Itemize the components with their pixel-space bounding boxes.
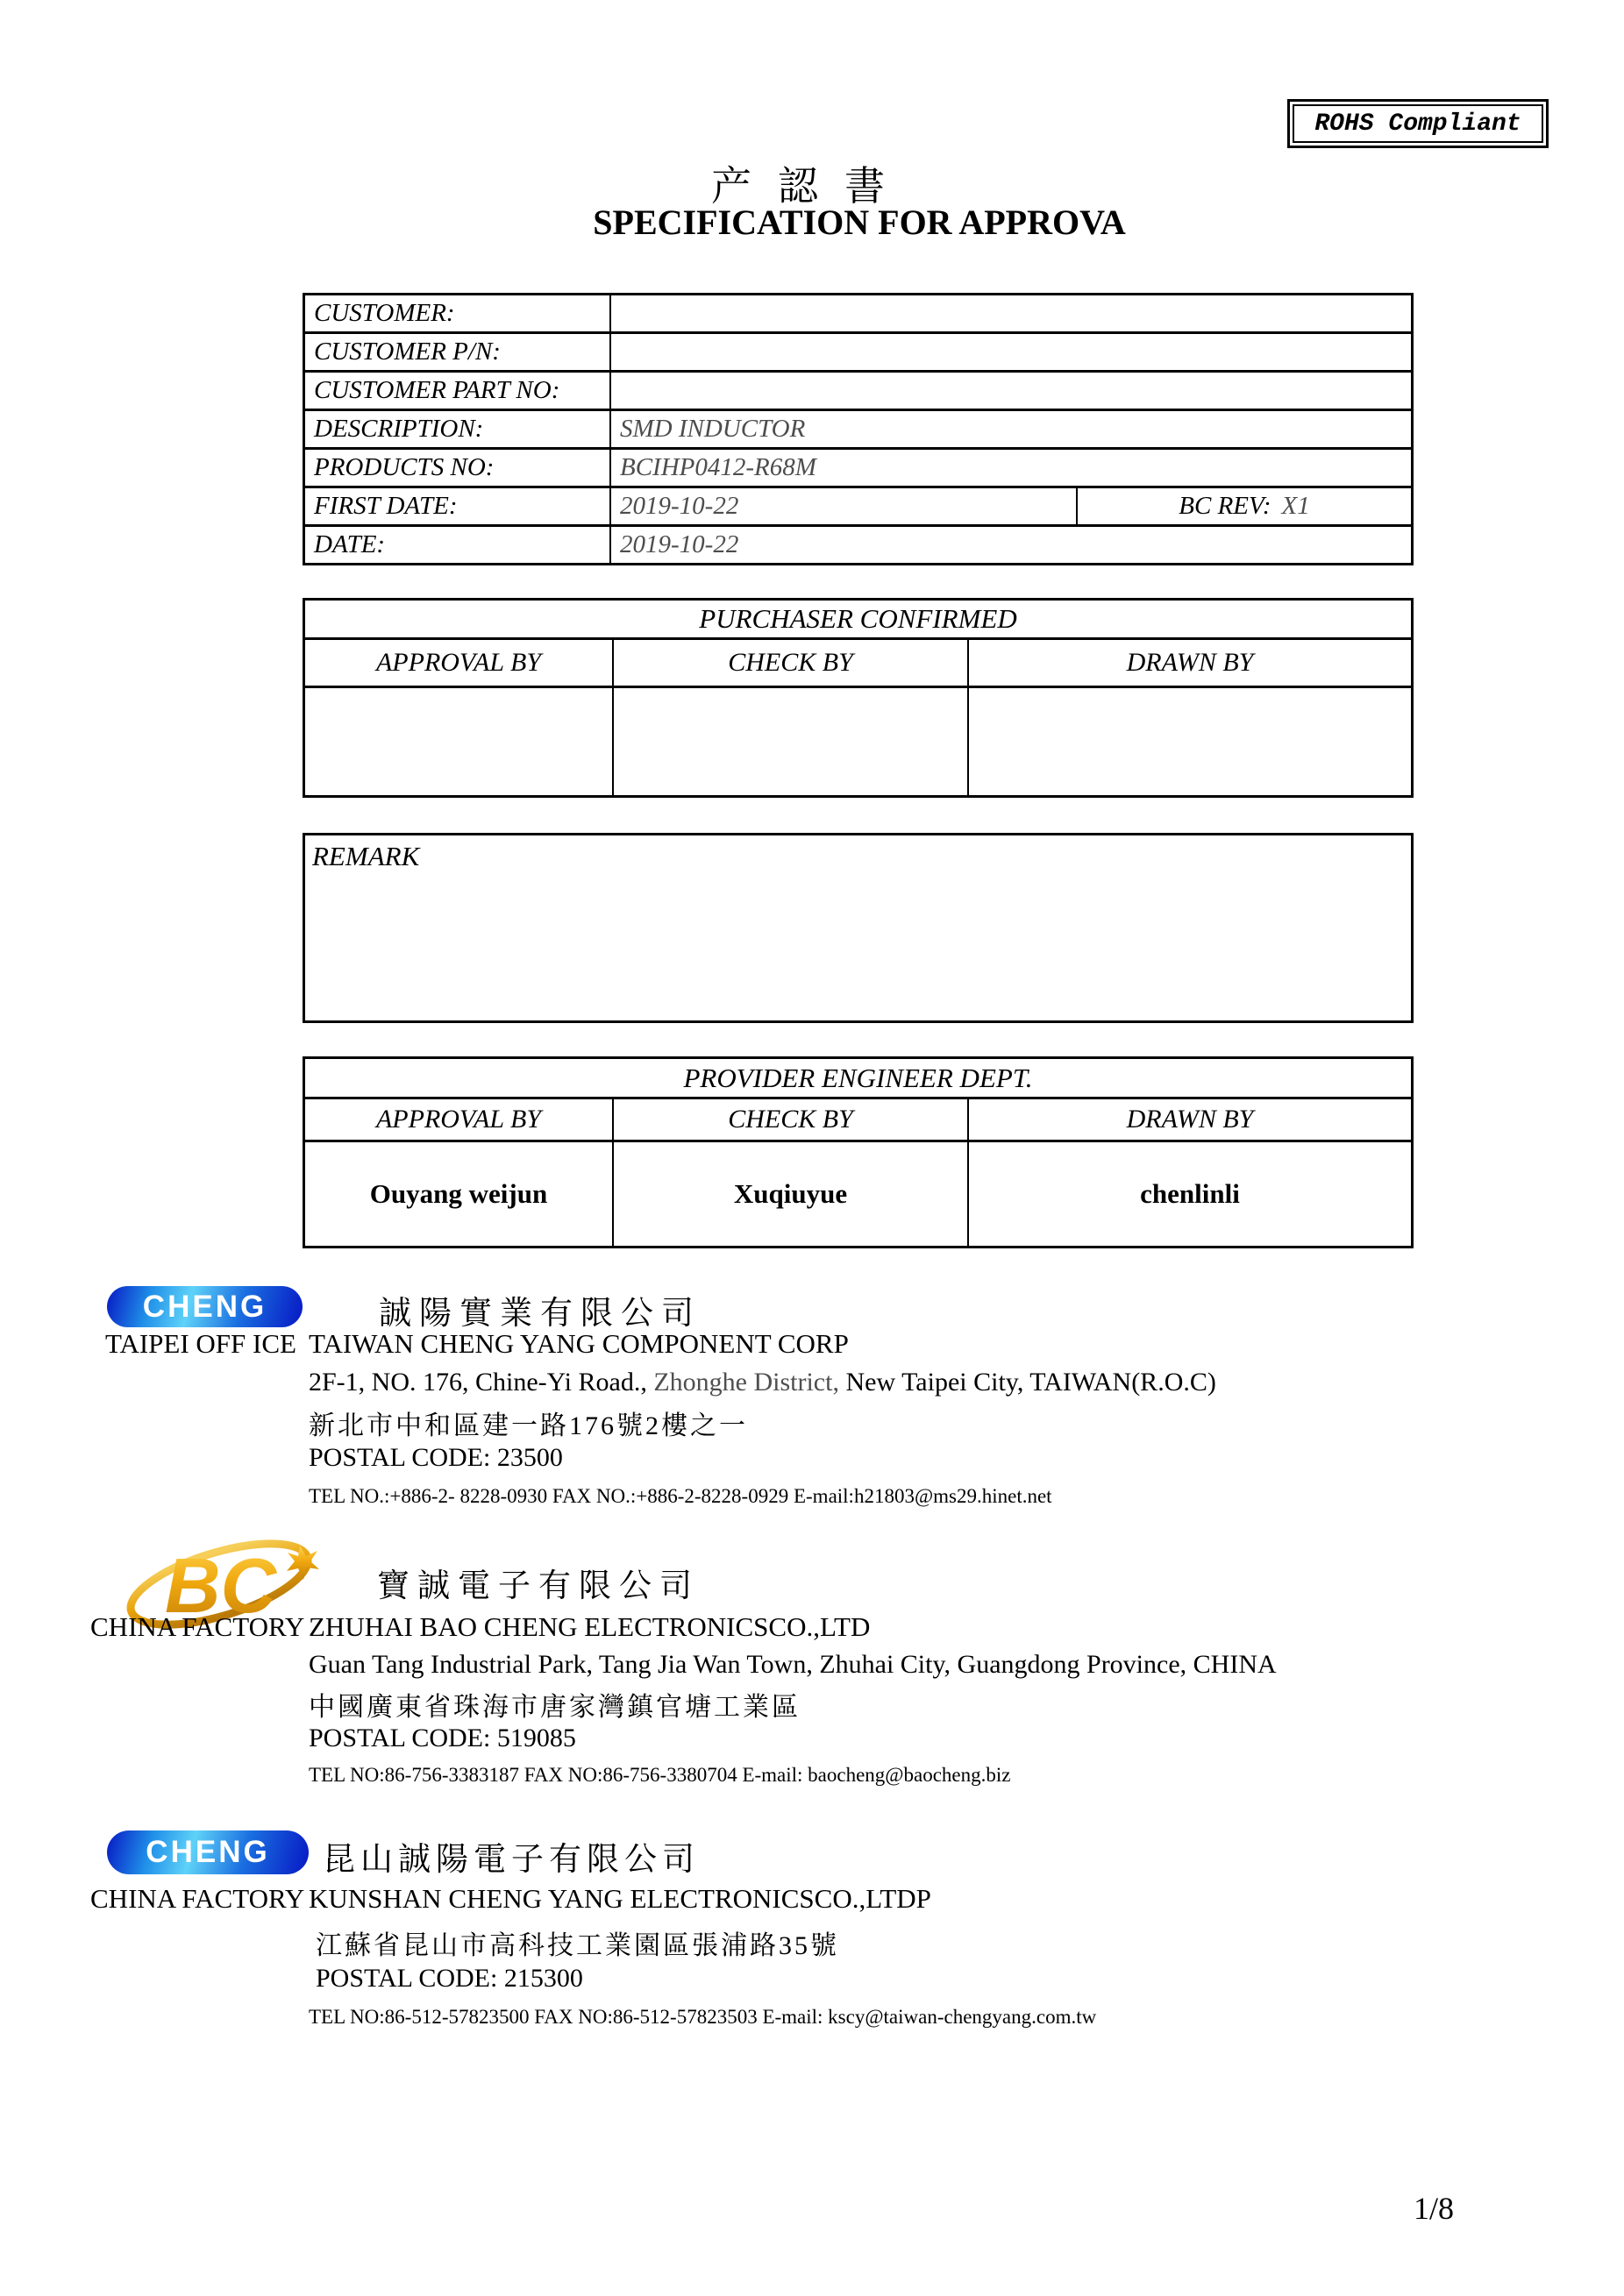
address-part: Guan Tang Industrial Park, Tang Jia Wan Town, Zhuhai City, Guangdong Province, CHINA bbox=[309, 1650, 1277, 1679]
company-chinese-address: 中國廣東省珠海市唐家灣鎮官塘工業區 bbox=[309, 1693, 801, 1722]
remark-label: REMARK bbox=[312, 841, 420, 871]
row-value bbox=[611, 373, 1411, 409]
company-chinese-name: 寶誠電子有限公司 bbox=[377, 1568, 700, 1604]
row-value: 2019-10-22 bbox=[611, 488, 1078, 524]
cheng-logo-text: CHENG bbox=[142, 1289, 267, 1324]
row-label: CUSTOMER PART NO: bbox=[305, 373, 611, 409]
table-header-row bbox=[305, 1099, 1411, 1142]
table-row bbox=[305, 334, 1411, 373]
signature-cell: Xuqiuyue bbox=[614, 1142, 969, 1246]
rohs-badge-label: ROHS Compliant bbox=[1293, 104, 1543, 143]
signature-row bbox=[305, 688, 1411, 795]
cheng-logo-text: CHENG bbox=[146, 1835, 270, 1869]
signature-cell bbox=[614, 688, 969, 795]
address-part: New Taipei City, TAIWAN(R.O.C) bbox=[845, 1368, 1216, 1397]
contact-line: TEL NO.:+886-2- 8228-0930 FAX NO.:+886-2-8228-0929 E-mail:h21803@ms29.hinet.net bbox=[309, 1485, 1052, 1507]
postal-code: POSTAL CODE: 519085 bbox=[309, 1724, 576, 1752]
column-header: APPROVAL BY bbox=[305, 1099, 614, 1140]
row-value: BCIHP0412-R68M bbox=[620, 453, 816, 481]
table-row bbox=[305, 450, 1411, 488]
signature-cell: Ouyang weijun bbox=[305, 1142, 614, 1246]
rohs-badge bbox=[1287, 99, 1549, 148]
row-value bbox=[611, 334, 1411, 370]
page-title: SPECIFICATION FOR APPROVA bbox=[593, 203, 1126, 242]
bc-logo-text: BC bbox=[165, 1542, 277, 1629]
postal-code: POSTAL CODE: 23500 bbox=[309, 1443, 563, 1472]
company-name: TAIWAN CHENG YANG COMPONENT CORP bbox=[309, 1328, 849, 1359]
signature-row bbox=[305, 1142, 1411, 1246]
table-row bbox=[305, 527, 1411, 563]
row-label: PRODUCTS NO: bbox=[305, 450, 611, 486]
column-header: APPROVAL BY bbox=[305, 640, 614, 686]
row-value: SMD INDUCTOR bbox=[620, 415, 806, 443]
column-header: CHECK BY bbox=[614, 640, 969, 686]
office-label: TAIPEI OFF ICE bbox=[105, 1328, 296, 1359]
column-header: DRAWN BY bbox=[1126, 648, 1254, 677]
purchaser-confirmed-table bbox=[303, 598, 1414, 798]
row-label: DATE: bbox=[305, 527, 611, 563]
signature-cell bbox=[969, 688, 1411, 795]
table-title: PURCHASER CONFIRMED bbox=[305, 601, 1411, 640]
address-part: 2F-1, NO. 176, Chine-Yi Road., bbox=[309, 1368, 654, 1397]
table-row bbox=[305, 411, 1411, 450]
address-part: Zhonghe District, bbox=[653, 1368, 846, 1397]
signature-cell bbox=[305, 688, 614, 795]
column-header: CHECK BY bbox=[614, 1099, 969, 1140]
bc-rev-value: X1 bbox=[1281, 492, 1310, 520]
provider-engineer-table bbox=[303, 1056, 1414, 1248]
contact-line: TEL NO:86-512-57823500 FAX NO:86-512-57823503 E-mail: kscy@taiwan-chengyang.com.tw bbox=[309, 2006, 1097, 2028]
spec-info-table bbox=[303, 293, 1414, 565]
remark-box bbox=[303, 833, 1414, 1023]
cheng-logo bbox=[107, 1286, 303, 1327]
bc-rev-label: BC REV: bbox=[1179, 492, 1271, 520]
cheng-logo bbox=[107, 1830, 309, 1874]
table-row bbox=[305, 373, 1411, 411]
row-label: DESCRIPTION: bbox=[305, 411, 611, 447]
company-chinese-name: 昆山誠陽電子有限公司 bbox=[323, 1842, 700, 1878]
company-name: KUNSHAN CHENG YANG ELECTRONICSCO.,LTDP bbox=[309, 1883, 931, 1914]
company-name: ZHUHAI BAO CHENG ELECTRONICSCO.,LTD bbox=[309, 1611, 871, 1642]
signature-cell: chenlinli bbox=[1140, 1178, 1240, 1209]
company-chinese-name: 誠陽實業有限公司 bbox=[379, 1296, 702, 1332]
contact-line: TEL NO:86-756-3383187 FAX NO:86-756-3380704 E-mail: baocheng@baocheng.biz bbox=[309, 1764, 1011, 1786]
page-title-chinese: 产認書 bbox=[711, 164, 911, 209]
table-header-row bbox=[305, 640, 1411, 688]
company-chinese-address: 江蘇省昆山市高科技工業園區張浦路35號 bbox=[316, 1931, 839, 1960]
office-label: CHINA FACTORY bbox=[90, 1883, 305, 1914]
row-label: FIRST DATE: bbox=[305, 488, 611, 524]
row-value bbox=[611, 295, 1411, 331]
table-row bbox=[305, 295, 1411, 334]
page-number: 1/8 bbox=[1414, 2191, 1455, 2226]
company-chinese-address: 新北市中和區建一路176號2樓之一 bbox=[309, 1411, 748, 1440]
row-label: CUSTOMER: bbox=[305, 295, 611, 331]
column-header: DRAWN BY bbox=[1126, 1105, 1254, 1134]
company-address bbox=[309, 1368, 1216, 1397]
row-label: CUSTOMER P/N: bbox=[305, 334, 611, 370]
bc-rev-cell bbox=[1078, 488, 1411, 524]
table-title: PROVIDER ENGINEER DEPT. bbox=[305, 1059, 1411, 1099]
table-row bbox=[305, 488, 1411, 527]
postal-code: POSTAL CODE: 215300 bbox=[316, 1964, 583, 1993]
office-label: CHINA FACTORY bbox=[90, 1611, 305, 1642]
company-address bbox=[309, 1650, 1277, 1680]
row-value: 2019-10-22 bbox=[620, 530, 739, 558]
